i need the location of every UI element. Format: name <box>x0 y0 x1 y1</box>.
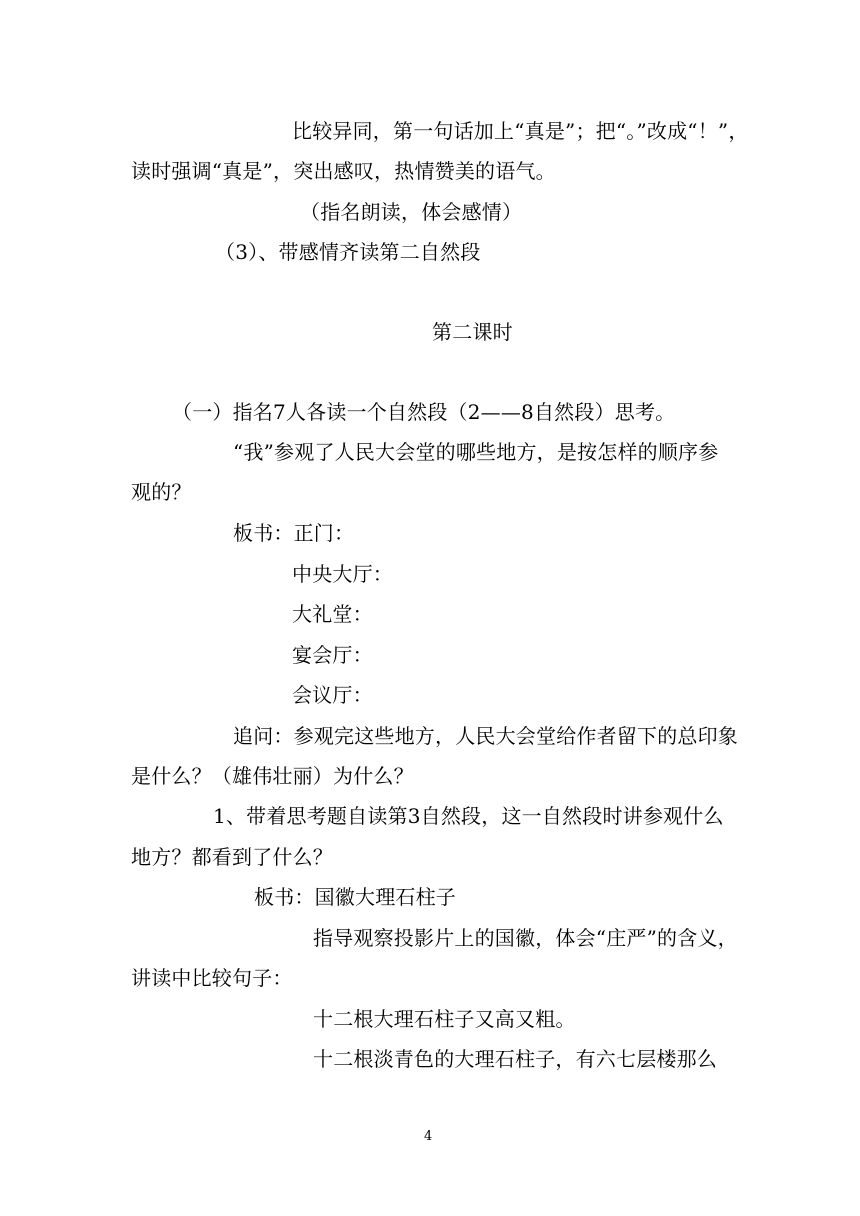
text-line: 中央大厅： <box>292 562 393 586</box>
text-line: 宴会厅： <box>292 643 373 667</box>
text-line: 十二根大理石柱子又高又粗。 <box>313 1007 576 1031</box>
text-line: 追问：参观完这些地方，人民大会堂给作者留下的总印象 <box>233 724 738 748</box>
text-line: “我”参观了人民大会堂的哪些地方，是按怎样的顺序参 <box>233 440 719 464</box>
text-line: 板书：国徽大理石柱子 <box>254 885 456 909</box>
text-line: 是什么？（雄伟壮丽）为什么？ <box>131 764 414 788</box>
text-line: 观的？ <box>131 480 192 504</box>
text-line: 读时强调“真是”，突出感叹，热情赞美的语气。 <box>131 159 556 183</box>
text-line: 指导观察投影片上的国徽，体会“庄严”的含义， <box>313 926 738 950</box>
text-line: （3）、带感情齐读第二自然段 <box>215 240 481 264</box>
text-line: 大礼堂： <box>292 602 373 626</box>
text-line: 比较异同，第一句话加上“真是”；把“。”改成“！”， <box>292 119 749 143</box>
page-number: 4 <box>424 1129 433 1144</box>
text-line: 十二根淡青色的大理石柱子，有六七层楼那么 <box>313 1047 717 1071</box>
text-line: （指名朗读，体会感情） <box>300 200 523 224</box>
text-line: （一）指名7人各读一个自然段（2——8自然段）思考。 <box>172 400 676 424</box>
text-line: 1、带着思考题自读第3自然段，这一自然段时讲参观什么 <box>213 804 724 828</box>
text-line: 板书：正门： <box>233 521 355 545</box>
text-line: 会议厅： <box>292 683 373 707</box>
text-line: 地方？都看到了什么？ <box>131 845 333 869</box>
text-line: 讲读中比较句子： <box>131 966 293 990</box>
section-heading: 第二课时 <box>432 320 513 344</box>
